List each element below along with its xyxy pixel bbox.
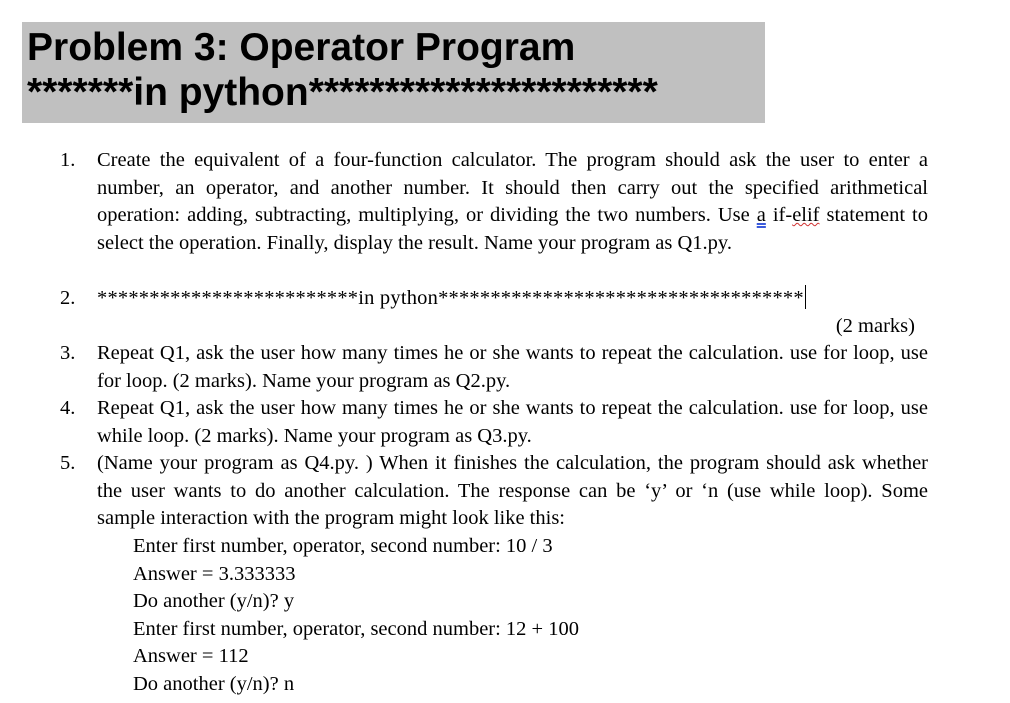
sample-line: Enter first number, operator, second number: 12 + 100	[133, 617, 579, 640]
text-before: Create the equivalent of a four-function calculator. The program should ask the user to enter a number, an operator, and another number. It should then carry out the specified arithmetical operation: adding, subtracting, multiplying, or dividing the two numbers. Use	[97, 149, 928, 226]
sample-line: Do another (y/n)? y	[133, 590, 295, 612]
list-item-text	[97, 147, 928, 257]
text-after: statement to select the operation. Finally, display the result. Name your program as Q1.py.	[97, 204, 928, 254]
list-number: 2.	[60, 287, 76, 309]
sample-interaction	[133, 533, 579, 698]
problem-heading	[22, 22, 765, 123]
list-number: 3.	[60, 342, 76, 364]
grammar-flagged-word: a	[756, 204, 766, 226]
heading-title: Problem 3: Operator Program	[27, 26, 576, 69]
list-item-text: Repeat Q1, ask the user how many times he or she wants to repeat the calculation. use for loop, use for loop. (2 marks). Name your program as Q2.py.	[97, 342, 928, 392]
list-item-text: Repeat Q1, ask the user how many times he or she wants to repeat the calculation. use for loop, use while loop. (2 marks). Name your program as Q3.py.	[97, 397, 928, 447]
list-item-text	[97, 285, 928, 313]
list-item-3	[60, 340, 928, 395]
spelling-flagged-word: elif	[792, 204, 820, 226]
text-mid: if-	[765, 204, 793, 226]
heading-subtitle: *******in python***********************	[27, 71, 658, 114]
marks-label: (2 marks)	[835, 314, 915, 337]
stars-text: *************************in python***********************************	[97, 287, 804, 309]
list-number: 1.	[60, 149, 76, 171]
list-item-text: (Name your program as Q4.py. ) When it finishes the calculation, the program should ask whether the user wants to do another calculation. The response can be ‘y’ or ‘n (use while loop). Some sample interaction with the program might look like this:	[97, 452, 928, 529]
sample-line: Do another (y/n)? n	[133, 672, 295, 695]
list-number: 4.	[60, 397, 76, 419]
sample-line: Answer = 3.333333	[133, 562, 296, 585]
sample-line: Answer = 112	[133, 645, 249, 667]
list-item-5	[60, 450, 928, 533]
sample-line: Enter first number, operator, second number: 10 / 3	[133, 535, 553, 557]
list-item-4	[60, 395, 928, 450]
list-number: 5.	[60, 452, 76, 474]
list-item-1	[60, 147, 928, 257]
text-cursor	[805, 285, 806, 309]
list-item-2	[60, 285, 928, 340]
